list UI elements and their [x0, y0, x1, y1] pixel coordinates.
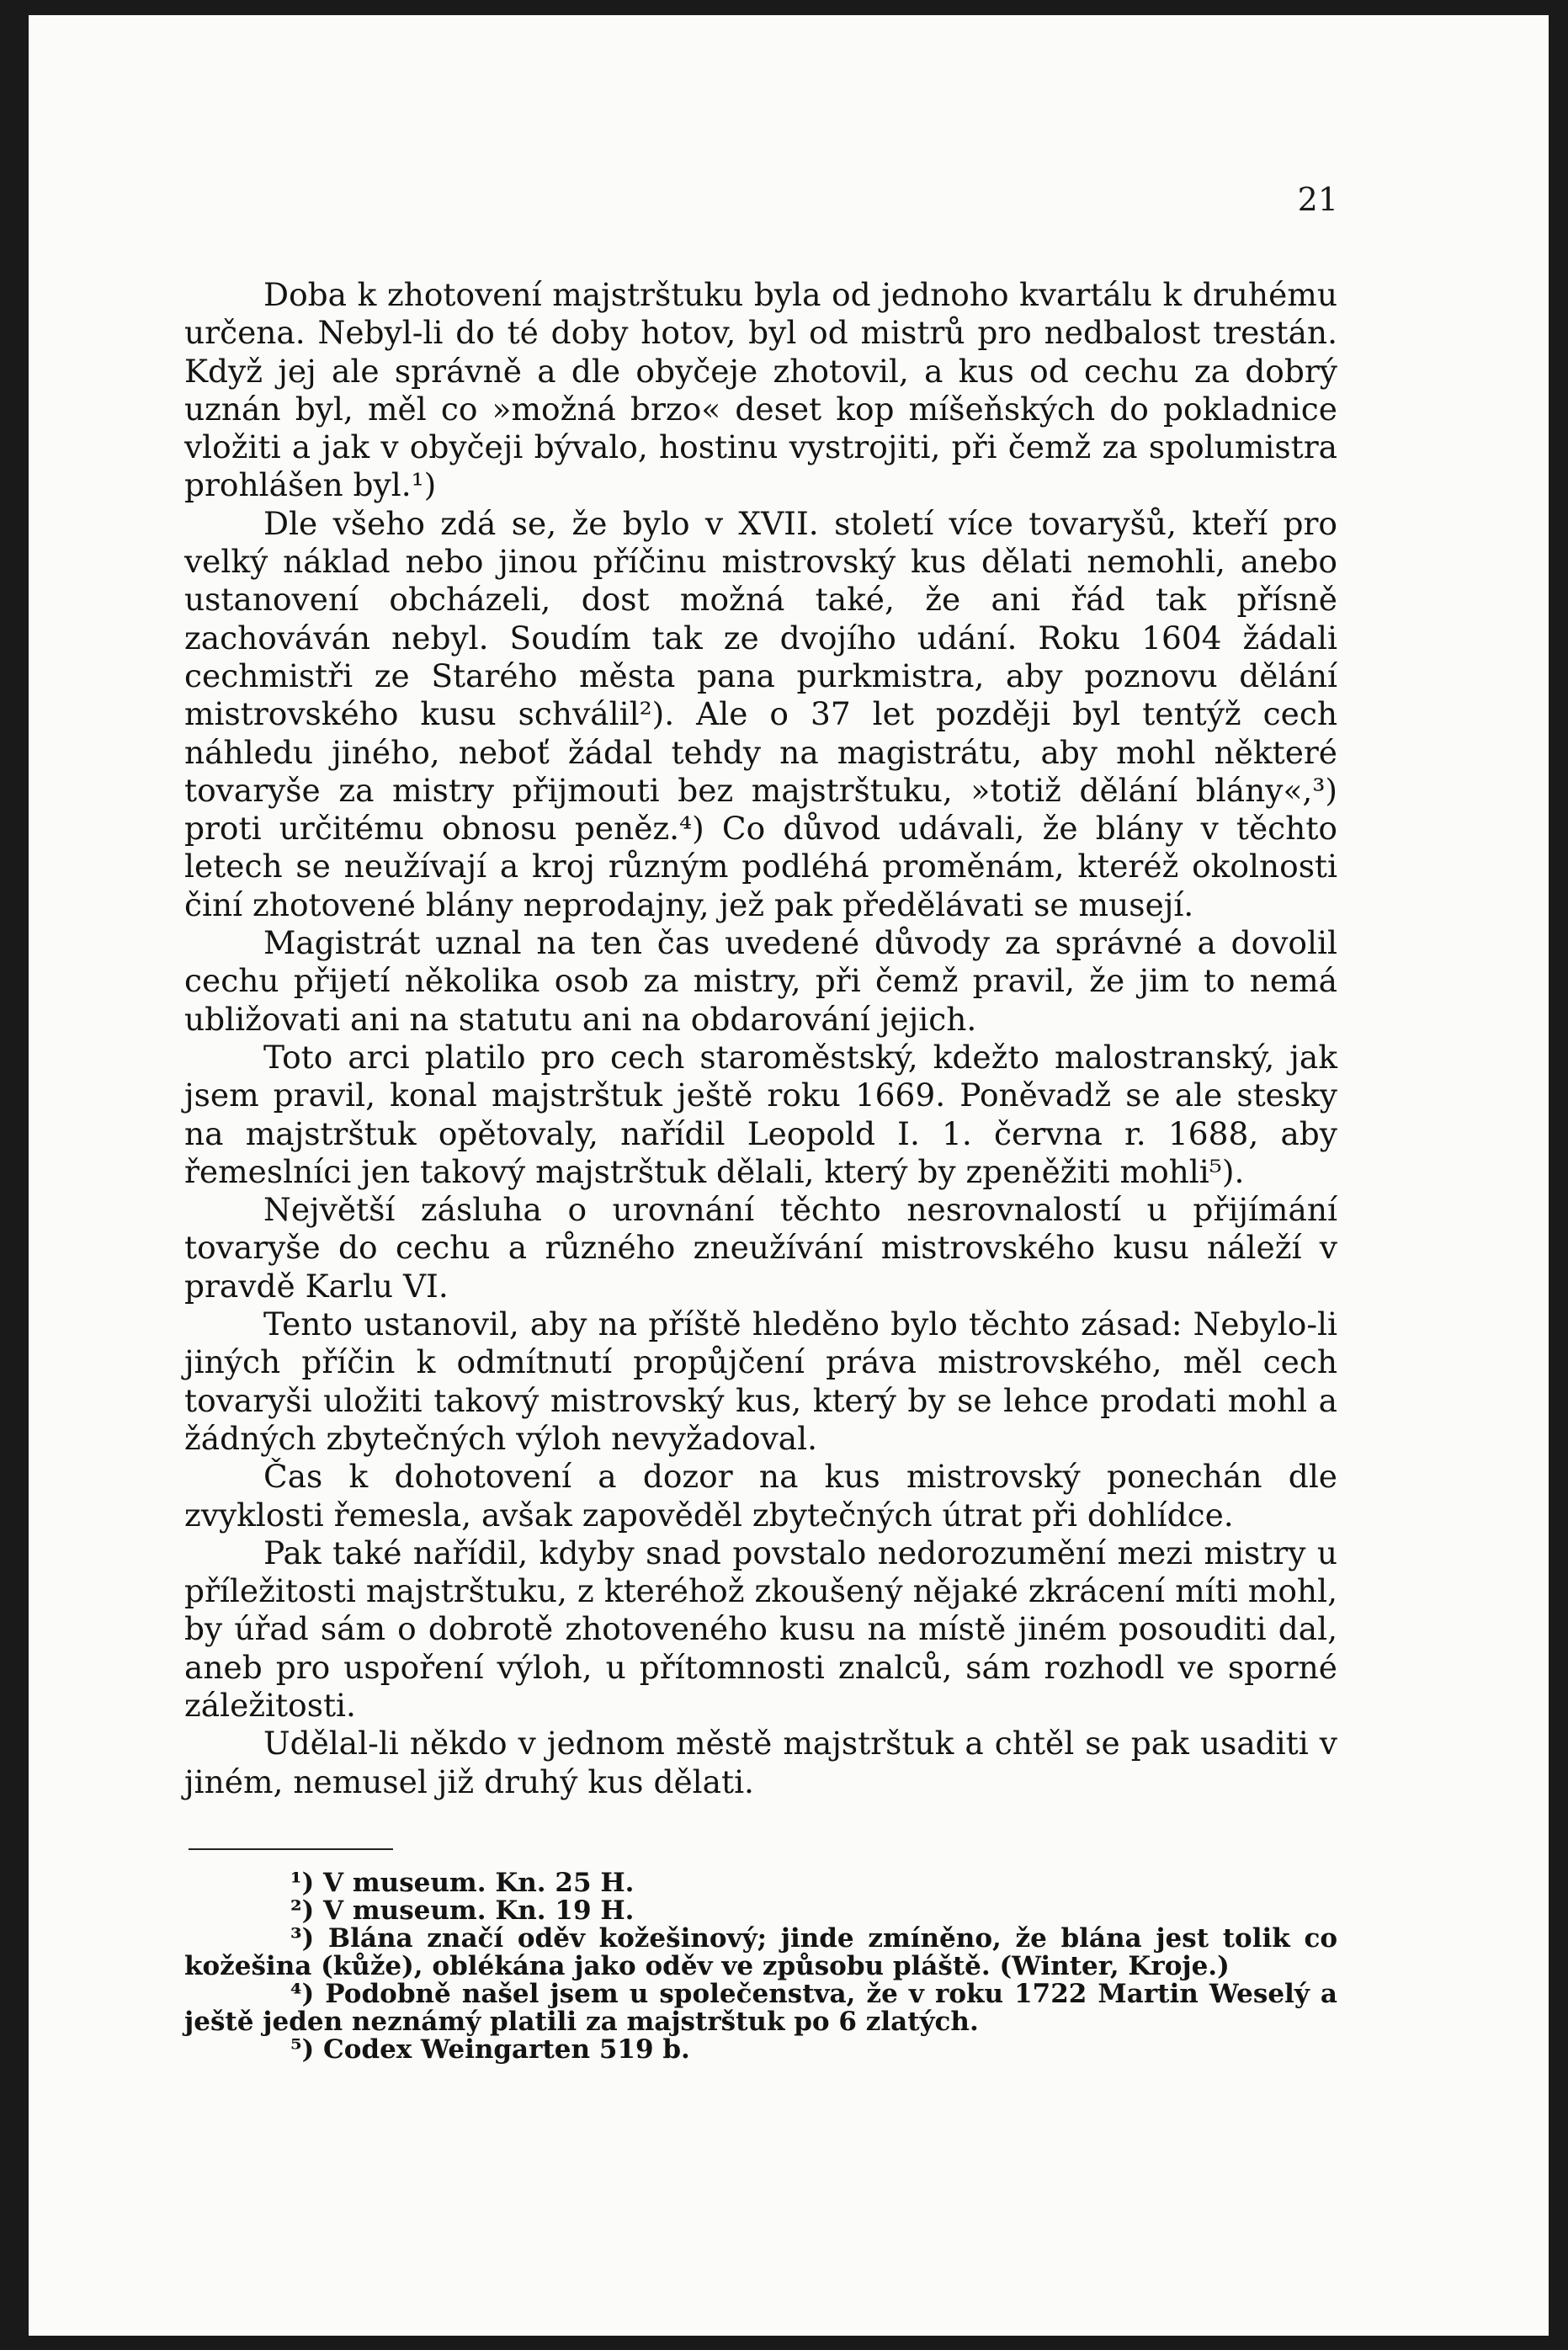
paragraph: Největší zásluha o urovnání těchto nesrovnalostí u přijímání tovaryše do cechu a různého zneužívání mistrovského kusu náleží v pravdě Karlu VI. — [184, 1191, 1337, 1305]
paragraph: Magistrát uznal na ten čas uvedené důvody za správné a dovolil cechu přijetí několika osob za mistry, při čemž pravil, že jim to nemá ubližovati ani na statutu ani na obdarování jejich. — [184, 924, 1337, 1038]
paragraph: Udělal-li někdo v jednom městě majstrštuk a chtěl se pak usaditi v jiném, nemusel již druhý kus dělati. — [184, 1725, 1337, 1800]
footnote-divider — [189, 1848, 393, 1850]
footnotes — [184, 1869, 1337, 2064]
paragraph: Čas k dohotovení a dozor na kus mistrovský ponechán dle zvyklosti řemesla, avšak zapověděl zbytečných útrat při dohlídce. — [184, 1458, 1337, 1534]
paragraph: Pak také nařídil, kdyby snad povstalo nedorozumění mezi mistry u příležitosti majstrštuku, z kteréhož zkoušený nějaké zkrácení míti mohl, by úřad sám o dobrotě zhotoveného kusu na místě jiném posouditi dal, aneb pro uspoření výloh, u přítomnosti znalců, sám rozhodl ve sporné záležitosti. — [184, 1534, 1337, 1724]
paragraph: Tento ustanovil, aby na příště hleděno bylo těchto zásad: Nebylo-li jiných příčin k odmítnutí propůjčení práva mistrovského, měl cech tovaryši uložiti takový mistrovský kus, který by se lehce prodati mohl a žádných zbytečných výloh nevyžadoval. — [184, 1305, 1337, 1457]
footnote: ²) V museum. Kn. 19 H. — [290, 1895, 635, 1926]
footnote: ³) Blána značí oděv kožešinový; jinde zmíněno, že blána jest tolik co kožešina (kůže), oblékána jako oděv ve způsobu pláště. (Winter, Kroje.) — [184, 1923, 1337, 1981]
body-text — [184, 276, 1337, 1801]
paragraph: Doba k zhotovení majstrštuku byla od jednoho kvartálu k druhému určena. Nebyl-li do té doby hotov, byl od mistrů pro nedbalost trestán. Když jej ale správně a dle obyčeje zhotovil, a kus od cechu za dobrý uznán byl, měl co »možná brzo« deset kop míšeňských do pokladnice vložiti a jak v obyčeji bývalo, hostinu vystrojiti, při čemž za spolumistra prohlášen byl.¹) — [184, 276, 1337, 504]
page-number: 21 — [1297, 181, 1338, 218]
paragraph: Toto arci platilo pro cech staroměstský, kdežto malostranský, jak jsem pravil, konal majstrštuk ještě roku 1669. Poněvadž se ale stesky na majstrštuk opětovaly, nařídil Leopold I. 1. června r. 1688, aby řemeslníci jen takový majstrštuk dělali, který by zpeněžiti mohli⁵). — [184, 1038, 1337, 1190]
footnote: ⁵) Codex Weingarten 519 b. — [290, 2034, 690, 2065]
paragraph: Dle všeho zdá se, že bylo v XVII. století více tovaryšů, kteří pro velký náklad nebo jinou příčinu mistrovský kus dělati nemohli, anebo ustanovení obcházeli, dost možná také, že ani řád tak přísně zachováván nebyl. Soudím tak ze dvojího udání. Roku 1604 žádali cechmistři ze Starého města pana purkmistra, aby poznovu dělání mistrovského kusu schválil²). Ale o 37 let později byl tentýž cech náhledu jiného, neboť žádal tehdy na magistrátu, aby mohl některé tovaryše za mistry přijmouti bez majstrštuku, »totiž dělání blány«,³) proti určitému obnosu peněz.⁴) Co důvod udávali, že blány v těchto letech se neužívají a kroj různým podléhá proměnám, kteréž okolnosti činí zhotovené blány neprodajny, jež pak předělávati se musejí. — [184, 504, 1337, 923]
footnote: ⁴) Podobně našel jsem u společenstva, že v roku 1722 Martin Weselý a ještě jeden neznámý platili za majstrštuk po 6 zlatých. — [184, 1979, 1337, 2037]
book-page — [29, 15, 1549, 2336]
footnote: ¹) V museum. Kn. 25 H. — [290, 1868, 635, 1898]
